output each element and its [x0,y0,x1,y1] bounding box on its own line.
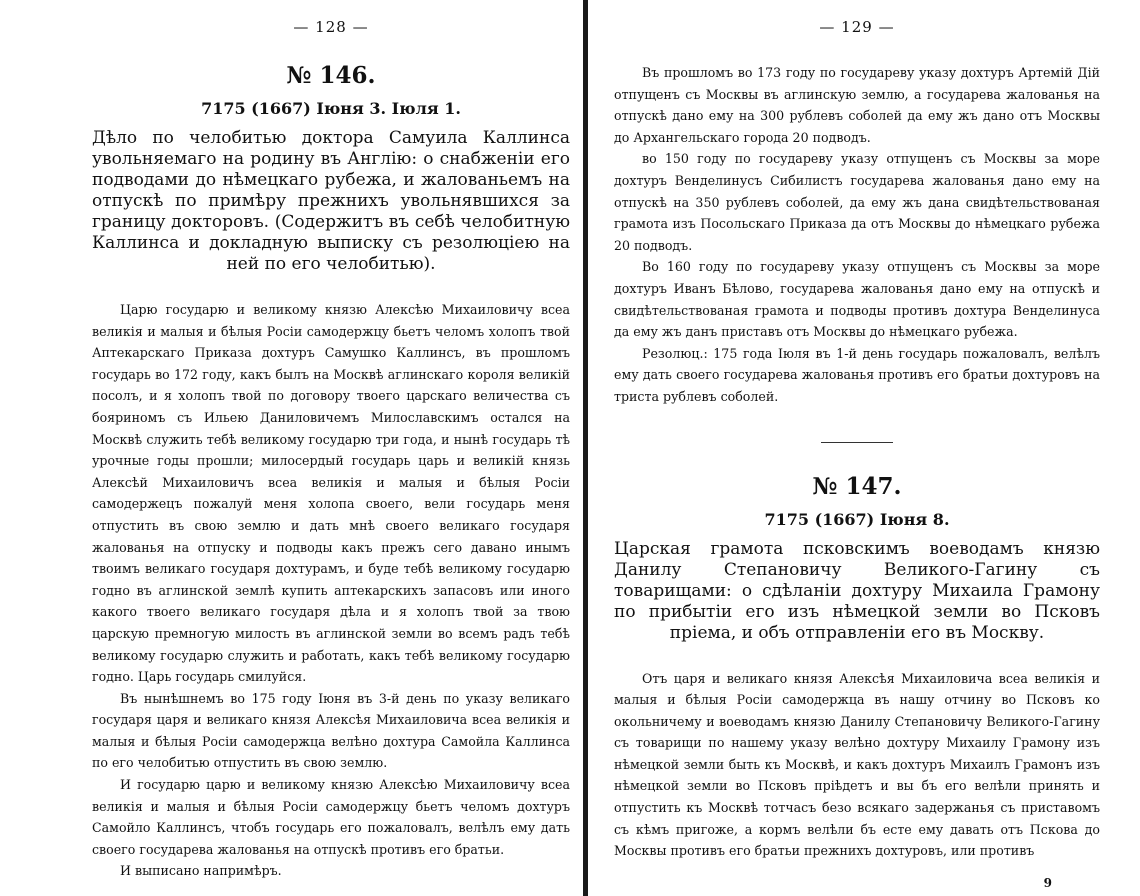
extract-note: И выписано напримѣръ. [120,863,282,879]
precedent-paragraph: Во 160 году по государеву указу отпущенъ съ Москвы за море дохтуръ Иванъ Бѣлово, государева жалованья дано ему на отпускѣ и свидѣтельствованая грамота и подводы противъ дохтура Венделинуса да ему жъ данъ приставъ отъ Москвы до нѣмецкаго рубежа. [614,259,1100,340]
signature-mark: 9 [1043,876,1052,890]
decree-paragraph: Въ нынѣшнемъ во 175 году Іюня въ 3-й день по указу великаго государя царя и великаго князя Алексѣя Михаиловича всеа великія и малыя и бѣлыя Росіи самодержца велѣно дохтура Самойла Каллинса по его челобитью отпустить въ свою землю. [92,690,570,771]
book-gutter [583,0,588,896]
document-date-147: 7175 (1667) Іюня 8. [764,509,950,529]
right-page [590,0,1140,896]
document-heading-147: Царская грамота псковскимъ воеводамъ князю Данилу Степановичу Великого-Гагину съ товарищами: о сдѣланіи дохтуру Михаила Грамону по прибытіи его изъ нѣмецкой земли во Псковъ пріема, и объ отправленіи его въ Москву. [614,538,1100,643]
precedent-paragraph: во 150 году по государеву указу отпущенъ съ Москвы за море дохтуръ Венделинусъ Сибилистъ государева жалованья дано ему на отпускѣ на 350 рублевъ соболей, да ему жъ дана свидѣтельствованая грамота изъ Посольскаго Приказа да отъ Москвы до нѣмецкаго рубежа 20 подводъ. [614,151,1100,253]
document-date-146: 7175 (1667) Іюня 3. Іюля 1. [201,99,461,118]
document-heading-146: Дѣло по челобитью доктора Самуила Каллинса увольняемаго на родину въ Англію: о снабженіи его подводами до нѣмецкаго рубежа, и жалованьемъ на отпускѣ по примѣру прежнихъ увольнявшихся за границу докторовъ. (Содержитъ въ себѣ челобитную Каллинса и докладную выписку съ резолюціею на ней по его челобитью). [92,128,570,274]
second-petition-paragraph: И государю царю и великому князю Алексѣю Михаиловичу всеа великія и малыя и бѣлыя Росіи самодержцу бьетъ челомъ дохтуръ Самойло Каллинсъ, чтобъ государь его пожаловалъ, велѣлъ ему дать своего государева жалованья на отпускѣ противъ его братьи. [92,777,570,857]
section-divider [821,442,893,443]
page-number-left: — 128 — [293,18,369,36]
charter-body: Отъ царя и великаго князя Алексѣя Михаиловича всеа великія и малыя и бѣлыя Росіи самодержца въ нашу отчину во Псковъ ко окольничему и воеводамъ князю Данилу Степановичу Великого-Гагину съ товарищи по нашему указу велѣно дохтуру Михаилу Грамону изъ нѣмецкой земли быть къ Москвѣ, и какъ дохтуръ Михаилъ Грамонъ изъ нѣмецкой земли во Псковъ пріѣдетъ и вы бъ его велѣли принять и отпустить къ Москвѣ тотчасъ безо всякаго задержанья съ приставомъ съ кѣмъ пригоже, а кормъ велѣли бъ есте ему давать отъ Пскова до Москвы противъ его братьи прежнихъ дохтуровъ, или противъ [614,670,1100,859]
page-number-right: — 129 — [819,18,895,36]
document-number-147: № 147. [812,472,902,500]
precedent-paragraph: Въ прошломъ во 173 году по государеву указу дохтуръ Артемій Дій отпущенъ съ Москвы въ аглинскую землю, а государева жалованья на отпускѣ дано ему на 300 рублевъ соболей да ему жъ дано отъ Москвы до Архангельскаго города 20 подводъ. [614,65,1100,145]
petition-paragraph: Царю государю и великому князю Алексѣю Михаиловичу всеа великія и малыя и бѣлыя Росіи самодержцу бьетъ челомъ холопъ твой Аптекарскаго Приказа дохтуръ Самушко Каллинсъ, въ прошломъ государь во 172 году, какъ былъ на Москвѣ аглинскаго короля великій посолъ, и я холопъ твой по договору твоего царскаго величества съ бояриномъ съ Ильею Даниловичемъ Милославскимъ остался на Москвѣ служить тебѣ великому государю три года, и нынѣ государь тѣ урочные годы прошли; милосердый государь царь и великій князь Алексѣй Михаиловичъ всеа великія и малыя и бѣлыя Росіи самодержецъ пожалуй меня холопа своего, вели государь меня отпустить въ свою землю и дать мнѣ своего великаго государя жалованья на отпуску и подводы какъ прежъ сего давано инымъ твоимъ великаго государя дохтурамъ, и буде тебѣ великому государю годно въ аглинской землѣ купить аптекарскихъ запасовъ или иного какого твоего великаго государя дѣла и я холопъ твой за твою царскую премногую милость въ аглинской земли во всемъ радъ тебѣ великому государю служить и работать, какъ тебѣ великому государю годно. Царь государь смилуйся. [92,302,570,685]
document-number-146: № 146. [286,62,376,89]
resolution-paragraph: Резолюц.: 175 года Іюля въ 1-й день государь пожаловалъ, велѣлъ ему дать своего государева жалованья противъ его братьи дохтуровъ на триста рублевъ соболей. [614,345,1100,404]
